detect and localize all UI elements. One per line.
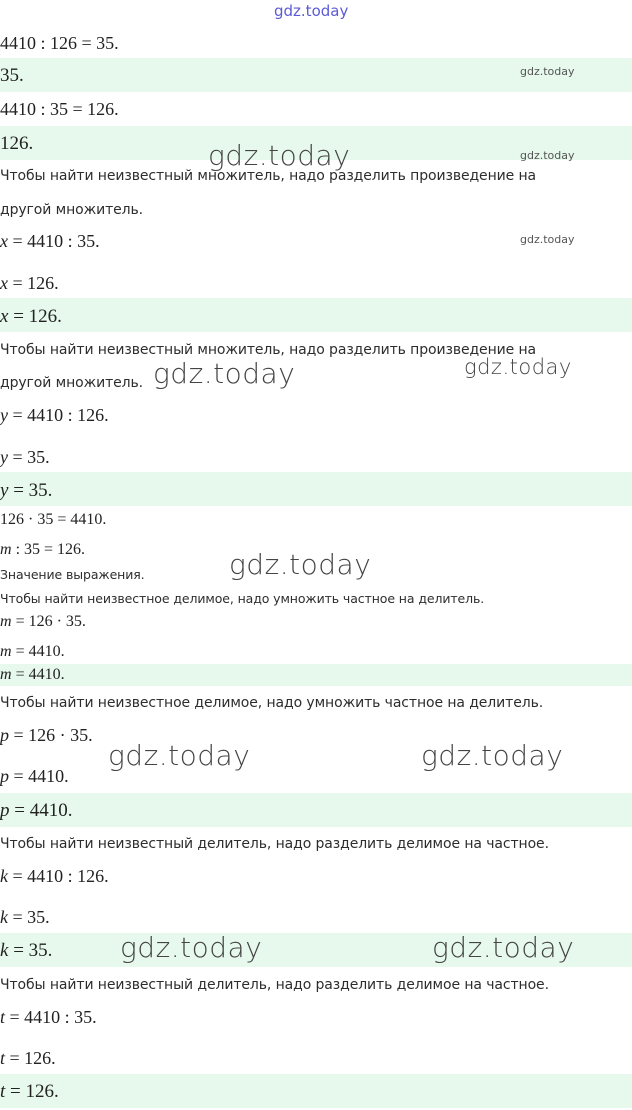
variable: k [0, 940, 9, 961]
answer-line: 35. [0, 65, 24, 86]
answer-highlight [0, 472, 632, 506]
equation-line [0, 908, 50, 926]
variable: m [0, 613, 12, 630]
equation-body: = 126 · 35. [11, 613, 86, 630]
variable: t [0, 1081, 6, 1102]
answer-line [0, 941, 52, 960]
equation-line [0, 448, 50, 466]
rule-text: другой множитель. [0, 202, 144, 218]
equation-body: = 126. [5, 1048, 56, 1068]
equation-body: = 4410. [9, 800, 73, 821]
rule-text: Чтобы найти неизвестный делитель, надо разделить делимое на частное. [0, 836, 549, 852]
answer-line [0, 667, 65, 683]
rule-text: Чтобы найти неизвестный делитель, надо разделить делимое на частное. [0, 977, 549, 993]
watermark-small: gdz.today [520, 233, 575, 246]
variable: p [0, 800, 10, 821]
answer-line: 126. [0, 133, 34, 154]
variable: m [0, 541, 12, 558]
variable: k [0, 907, 8, 927]
variable: p [0, 766, 9, 786]
variable: x [0, 231, 8, 251]
answer-highlight [0, 1074, 632, 1108]
watermark-large: gdz.today [421, 739, 564, 772]
variable: x [0, 306, 9, 327]
watermark-large: gdz.today [108, 739, 251, 772]
equation-line: 126 · 35 = 4410. [0, 511, 107, 528]
equation-body: = 35. [8, 907, 50, 927]
watermark-large: gdz.today [208, 139, 351, 172]
equation-line [0, 614, 86, 630]
variable: t [0, 1007, 6, 1027]
variable: y [0, 447, 8, 467]
equation-body: = 4410. [11, 666, 65, 683]
equation-body: = 4410. [11, 643, 65, 660]
watermark-large: gdz.today [432, 931, 575, 964]
answer-highlight [0, 298, 632, 332]
variable: y [0, 480, 9, 501]
equation-line [0, 1008, 97, 1026]
equation-body: : 35 = 126. [11, 541, 86, 558]
equation-body: = 4410 : 35. [5, 1007, 97, 1027]
answer-line [0, 801, 72, 820]
rule-text: Значение выражения. [0, 567, 145, 582]
watermark-small: gdz.today [520, 149, 575, 162]
watermark-top: gdz.today [274, 2, 349, 20]
equation-body: = 35. [8, 940, 53, 961]
watermark-large: gdz.today [153, 357, 296, 390]
rule-text: Чтобы найти неизвестное делимое, надо умножить частное на делитель. [0, 695, 544, 711]
equation-body: = 126 · 35. [9, 725, 93, 745]
equation-line [0, 542, 85, 558]
equation-line [0, 406, 109, 424]
equation-body: = 35. [8, 447, 50, 467]
equation-line: 4410 : 126 = 35. [0, 33, 119, 53]
equation-body: = 126. [5, 1081, 59, 1102]
answer-line [0, 1082, 59, 1101]
rule-text: другой множитель. [0, 375, 144, 391]
variable: m [0, 666, 12, 683]
equation-line [0, 274, 59, 292]
watermark-small: gdz.today [520, 65, 575, 78]
equation-line [0, 767, 69, 785]
equation-line [0, 867, 109, 885]
equation-body: = 4410 : 126. [8, 405, 109, 425]
equation-body: = 35. [8, 480, 53, 501]
variable: x [0, 273, 8, 293]
variable: k [0, 866, 8, 886]
rule-text: Чтобы найти неизвестный множитель, надо разделить произведение на [0, 342, 537, 358]
equation-line: 4410 : 35 = 126. [0, 99, 119, 119]
watermark-large: gdz.today [229, 548, 372, 581]
equation-body: = 126. [8, 306, 62, 327]
equation-body: = 4410 : 126. [8, 866, 109, 886]
variable: t [0, 1048, 6, 1068]
equation-body: = 126. [8, 273, 59, 293]
equation-line [0, 232, 100, 250]
equation-line [0, 644, 65, 660]
watermark-large: gdz.today [120, 931, 263, 964]
answer-highlight [0, 664, 632, 686]
rule-text: Чтобы найти неизвестное делимое, надо умножить частное на делитель. [0, 591, 485, 606]
answer-line [0, 307, 62, 326]
answer-line [0, 481, 52, 500]
equation-line [0, 1049, 56, 1067]
variable: p [0, 725, 9, 745]
equation-line [0, 726, 93, 744]
equation-body: = 4410. [9, 766, 69, 786]
variable: m [0, 643, 12, 660]
equation-body: = 4410 : 35. [8, 231, 100, 251]
answer-highlight [0, 793, 632, 827]
variable: y [0, 405, 8, 425]
rule-text: Чтобы найти неизвестный множитель, надо разделить произведение на [0, 168, 537, 184]
watermark-large: gdz.today [464, 355, 572, 379]
